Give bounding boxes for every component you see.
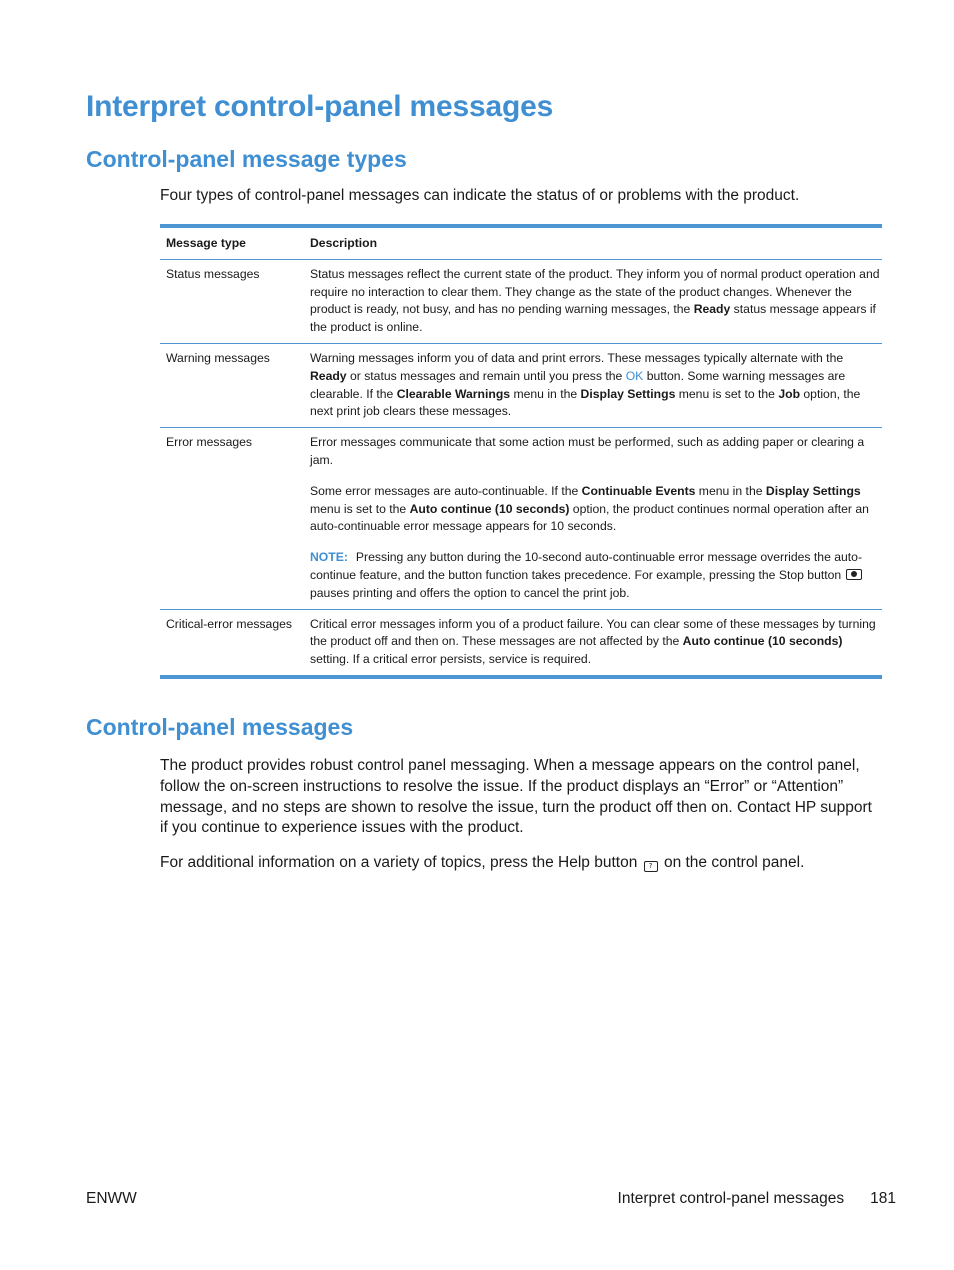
page-title: Interpret control-panel messages	[86, 90, 554, 123]
text-run: Error messages communicate that some action must be performed, such as adding paper or clearing a jam.	[310, 435, 865, 467]
text-run: Critical error messages inform you of a product failure. You can clear some of these messages by turning the product off and then on. These messages are not affected by the	[310, 616, 876, 649]
description-text	[310, 483, 880, 536]
table-row	[160, 428, 882, 609]
text-run: or status messages and remain until you press the	[346, 368, 626, 383]
message-type-cell: Status messages	[166, 266, 260, 281]
note-text-continued: pauses printing and offers the option to cancel the print job.	[310, 585, 630, 600]
column-header-message-type: Message type	[166, 236, 246, 250]
section-intro: Four types of control-panel messages can indicate the status of or problems with the product.	[160, 187, 800, 204]
text-run: option, the next print job clears these messages.	[310, 386, 861, 419]
footer-right	[618, 1189, 896, 1209]
help-button-icon: ?	[644, 861, 658, 872]
note-label: NOTE:	[310, 550, 348, 565]
text-run: button. Some warning messages are clearable. If the	[310, 368, 846, 401]
message-type-cell: Error messages	[166, 435, 253, 450]
description-text	[310, 266, 880, 337]
text-run: menu in the	[695, 483, 766, 498]
column-header-description: Description	[310, 236, 378, 250]
text-run: status message appears if the product is online.	[310, 302, 876, 335]
text-run: menu in the	[510, 386, 581, 401]
text-run: option, the product continues normal operation after an auto-continuable error message appears for 10 seconds.	[310, 501, 869, 534]
page-number: 181	[870, 1190, 896, 1207]
help-text: For additional information on a variety of topics, press the Help button	[160, 854, 638, 871]
help-paragraph	[160, 853, 878, 874]
body-paragraph: The product provides robust control panel messaging. When a message appears on the control panel, follow the on-screen instructions to resolve the issue. If the product displays an “Error” or “Attention” message, and no steps are shown to resolve the issue, turn the product off then on. Contact HP support if you continue to experience issues with the product.	[160, 757, 872, 837]
footer-left-label: ENWW	[86, 1190, 137, 1207]
emphasized-term: Auto continue (10 seconds)	[409, 501, 570, 516]
text-run: Status messages reflect the current state of the product. They inform you of normal product operation and require no interaction to clear them. They change as the state of the product changes. Whenever the product is ready, not busy, and has no pending warning messages, the	[310, 266, 880, 317]
table-row	[160, 343, 882, 427]
description-cell	[304, 428, 882, 609]
button-name: OK	[625, 368, 644, 383]
description-cell	[304, 259, 882, 343]
emphasized-term: Auto continue (10 seconds)	[682, 634, 843, 649]
emphasized-term: Clearable Warnings	[396, 386, 511, 401]
table-row	[160, 259, 882, 343]
emphasized-term: Display Settings	[765, 483, 861, 498]
text-run: Some error messages are auto-continuable. If the	[310, 483, 582, 498]
description-cell	[304, 609, 882, 677]
text-run: menu is set to the	[675, 386, 779, 401]
emphasized-term: Ready	[310, 368, 347, 383]
stop-button-icon	[846, 569, 862, 580]
footer-chapter-title: Interpret control-panel messages	[617, 1190, 845, 1207]
description-text	[310, 350, 880, 421]
description-cell	[304, 343, 882, 427]
section-heading-message-types: Control-panel message types	[86, 146, 407, 172]
text-run: menu is set to the	[310, 501, 410, 516]
table-row	[160, 609, 882, 677]
emphasized-term: Display Settings	[580, 386, 676, 401]
help-text-continued: on the control panel.	[663, 854, 805, 871]
description-text	[310, 434, 880, 470]
section-heading-control-panel-messages: Control-panel messages	[86, 714, 354, 740]
description-text	[310, 616, 880, 669]
message-type-cell: Warning messages	[166, 350, 270, 365]
emphasized-term: Job	[778, 386, 801, 401]
note-paragraph	[310, 549, 880, 602]
table-header-row	[160, 226, 882, 259]
emphasized-term: Continuable Events	[581, 483, 696, 498]
emphasized-term: Ready	[693, 302, 731, 317]
text-run: Warning messages inform you of data and print errors. These messages typically alternate with the	[310, 350, 844, 365]
note-text: Pressing any button during the 10-second auto-continuable error message overrides the auto-continue feature, and the button function takes precedence. For example, pressing the Stop button	[310, 550, 863, 582]
text-run: setting. If a critical error persists, service is required.	[310, 652, 592, 667]
message-type-cell: Critical-error messages	[166, 616, 292, 631]
message-types-table	[160, 224, 882, 679]
